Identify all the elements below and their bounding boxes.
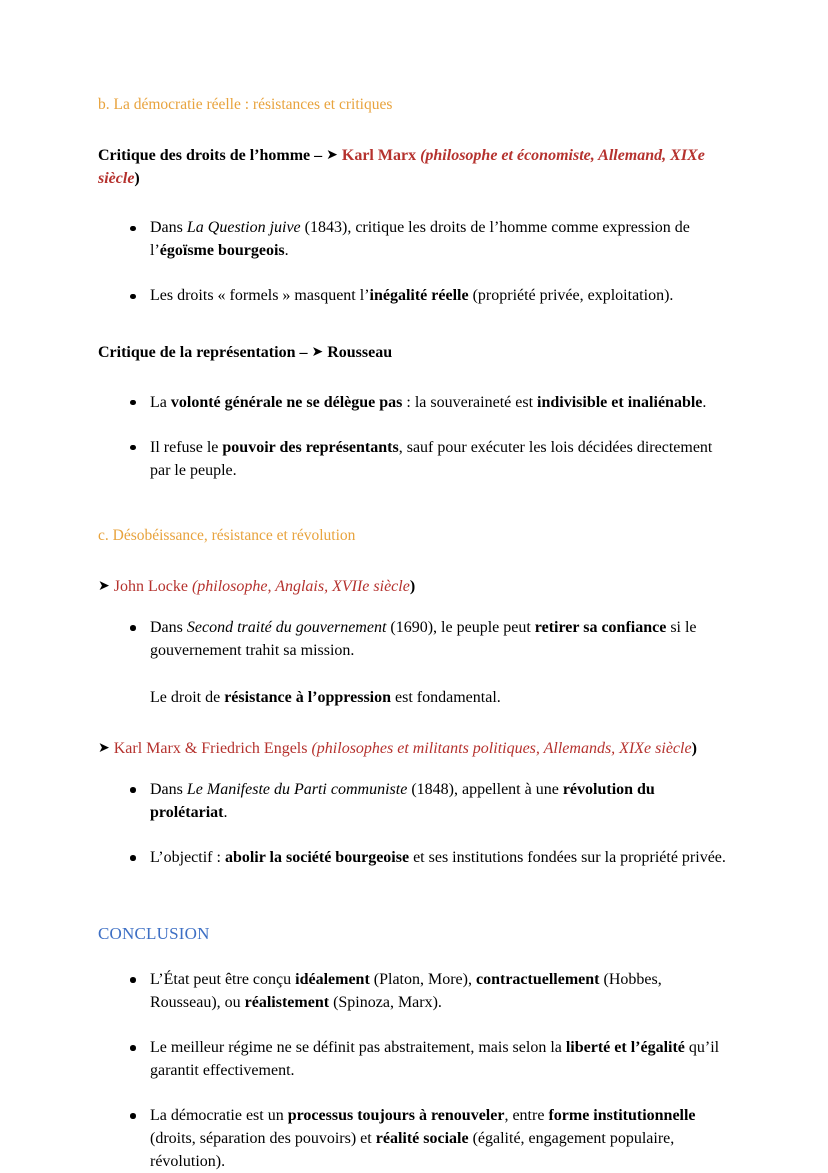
section-heading-b: b. La démocratie réelle : résistances et critiques xyxy=(98,96,393,113)
spacer xyxy=(98,506,730,526)
list-item xyxy=(98,1104,730,1173)
bullet-icon xyxy=(130,1045,136,1051)
arrow-icon: ➤ xyxy=(98,577,110,594)
list-item xyxy=(98,1036,730,1082)
author-name-karl-marx: Karl Marx xyxy=(341,146,421,164)
list-item-text: L’objectif : abolir la société bourgeoise et ses institutions fondées sur la propriété privée. xyxy=(150,849,726,867)
list-item xyxy=(98,968,730,1014)
arrow-icon: ➤ xyxy=(98,739,110,756)
author-paren-close: ) xyxy=(134,170,140,188)
list-item-text: Il refuse le pouvoir des représentants, sauf pour exécuter les lois décidées directement par le peuple. xyxy=(150,438,713,479)
bullet-icon xyxy=(130,977,136,983)
heading-lead-text: Critique de la représentation – xyxy=(98,344,312,362)
bullet-list-marx-critique xyxy=(98,216,730,307)
spacer xyxy=(98,893,730,923)
section-heading-conclusion: CONCLUSION xyxy=(98,924,210,944)
author-paren-close: ) xyxy=(409,577,416,595)
author-line-john-locke xyxy=(98,575,730,598)
list-item-text: Dans Second traité du gouvernement (1690), le peuple peut retirer sa confiance si le gouvernement trahit sa mission. xyxy=(150,618,697,659)
spacer xyxy=(98,331,730,341)
author-name-john-locke: John Locke xyxy=(113,577,192,595)
heading-critique-droits-homme xyxy=(98,144,730,190)
bullet-icon xyxy=(130,855,136,861)
bullet-list-locke xyxy=(98,616,730,662)
arrow-icon: ➤ xyxy=(311,344,324,361)
bullet-list-marx-engels xyxy=(98,778,730,869)
list-item-text: L’État peut être conçu idéalement (Platon, More), contractuellement (Hobbes, Rousseau), ou réalistement (Spinoza, Marx). xyxy=(150,971,662,1012)
arrow-icon: ➤ xyxy=(326,146,338,163)
bullet-icon xyxy=(130,400,136,406)
list-item xyxy=(98,616,730,662)
bullet-icon xyxy=(130,625,136,631)
author-line-marx-engels xyxy=(98,737,730,760)
list-item-text: Le meilleur régime ne se définit pas abstraitement, mais selon la liberté et l’égalité qu’il garantit effectivement. xyxy=(150,1039,720,1080)
list-item-text: Dans La Question juive (1843), critique les droits de l’homme comme expression de l’égoïsme bourgeois. xyxy=(150,219,690,260)
bullet-list-rousseau-critique xyxy=(98,391,730,482)
bullet-list-conclusion xyxy=(98,968,730,1173)
list-item xyxy=(98,216,730,262)
list-item xyxy=(98,391,730,414)
list-item-text: Les droits « formels » masquent l’inégalité réelle (propriété privée, exploitation). xyxy=(150,287,674,305)
paragraph-droit-resistance: Le droit de résistance à l’oppression est fondamental. xyxy=(150,688,501,706)
list-item xyxy=(98,846,730,869)
document-content xyxy=(98,95,730,1173)
heading-critique-representation xyxy=(98,341,730,364)
list-item-text: La volonté générale ne se délègue pas : la souveraineté est indivisible et inaliénable. xyxy=(150,393,707,411)
bullet-icon xyxy=(130,226,136,232)
list-item xyxy=(98,778,730,824)
author-name-marx-engels: Karl Marx & Friedrich Engels xyxy=(113,739,312,757)
list-item-text: Dans Le Manifeste du Parti communiste (1848), appellent à une révolution du prolétariat. xyxy=(150,781,655,822)
bullet-icon xyxy=(130,787,136,793)
section-heading-c: c. Désobéissance, résistance et révolution xyxy=(98,526,356,544)
author-qualifier: (philosophe, Anglais, XVIIe siècle xyxy=(191,577,410,595)
bullet-icon xyxy=(130,445,136,451)
spacer xyxy=(98,727,730,737)
author-paren-close: ) xyxy=(691,739,697,757)
list-item-text: La démocratie est un processus toujours à renouveler, entre forme institutionnelle (droits, séparation des pouvoirs) et réalité sociale (égalité, engagement populaire, révolution). xyxy=(150,1107,696,1171)
list-item xyxy=(98,284,730,307)
heading-lead-text: Critique des droits de l’homme – xyxy=(98,146,327,164)
bullet-icon xyxy=(130,1113,136,1119)
author-qualifier: (philosophes et militants politiques, Allemands, XIXe siècle xyxy=(311,739,692,757)
author-qualifier: (philosophe et économiste, Allemand, XIXe siècle xyxy=(98,146,705,188)
bullet-icon xyxy=(130,294,136,300)
author-name-rousseau: Rousseau xyxy=(327,344,393,362)
list-item xyxy=(98,436,730,482)
